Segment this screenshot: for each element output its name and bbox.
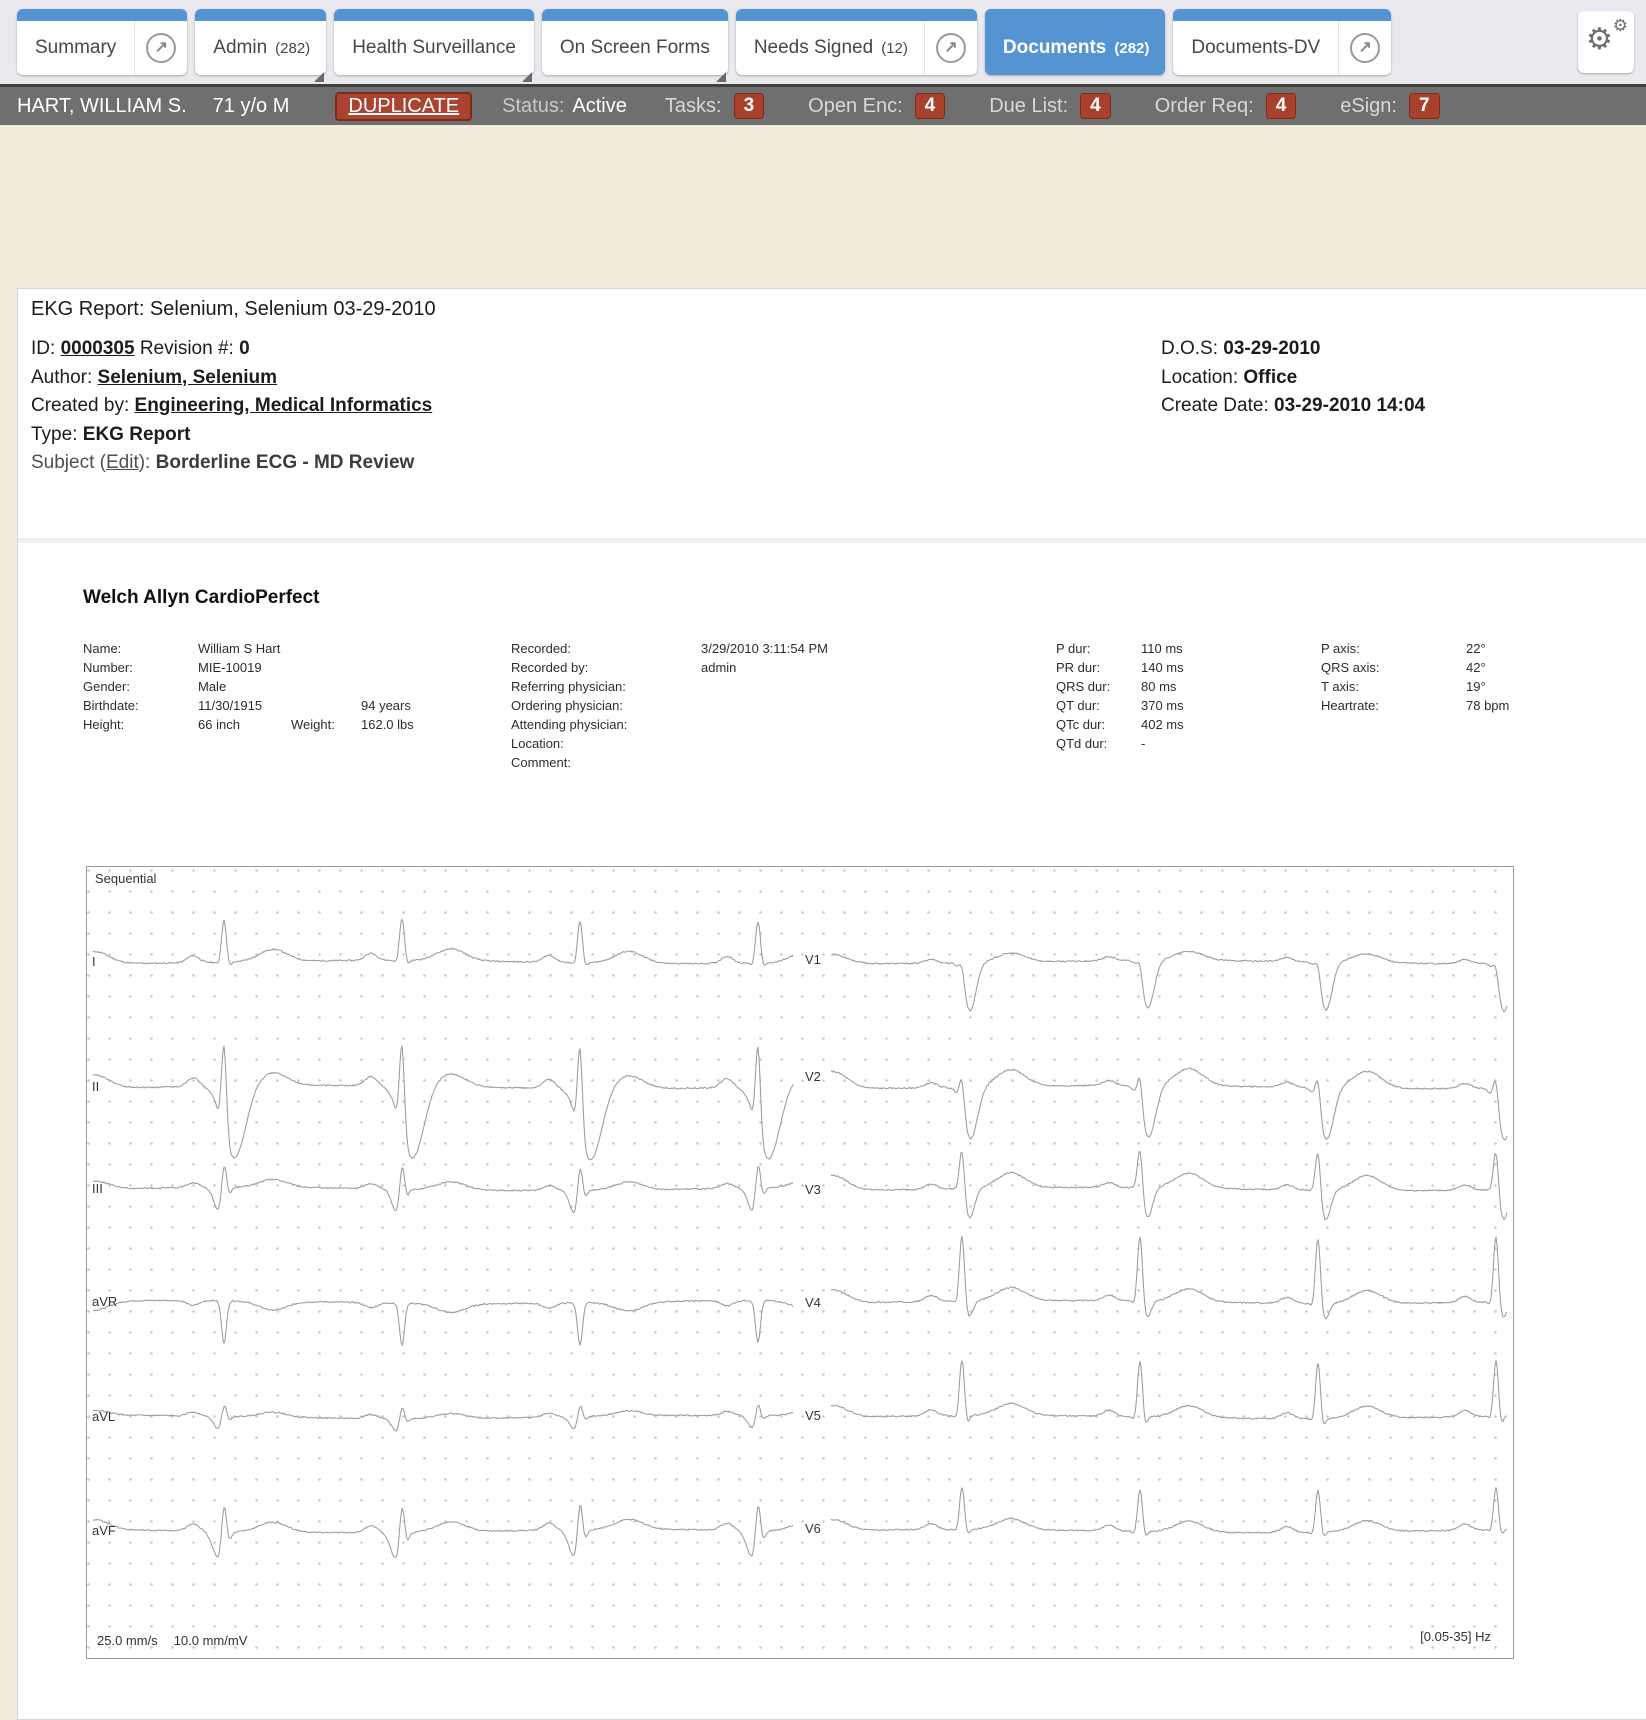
status-label: Status: — [502, 94, 565, 117]
info-row: Name: William S Hart — [83, 641, 281, 656]
patient-name: HART, WILLIAM S. — [17, 94, 187, 117]
esign-count-badge[interactable]: 7 — [1409, 93, 1440, 119]
created-by-label: Created by: — [31, 395, 130, 416]
counter-open-enc — [808, 93, 945, 119]
counter-tasks — [665, 93, 764, 119]
document-meta-right — [1161, 335, 1425, 421]
ecg-speed: 25.0 mm/s — [97, 1633, 158, 1648]
open-in-new-window-button[interactable] — [1338, 21, 1391, 75]
subject-label-suffix: ): — [138, 452, 151, 473]
subject-value: Borderline ECG - MD Review — [155, 452, 415, 473]
location-value: Office — [1243, 366, 1298, 388]
id-line — [31, 335, 432, 364]
counter-label: Order Req: — [1154, 94, 1254, 117]
order-req-count-badge[interactable]: 4 — [1266, 93, 1297, 119]
ecg-lead-label: V5 — [805, 1408, 821, 1423]
subject-edit-link[interactable]: Edit — [105, 452, 139, 473]
subject-label: Subject ( — [31, 452, 106, 473]
tab-admin[interactable] — [195, 9, 326, 75]
author-link[interactable]: Selenium, Selenium — [97, 366, 278, 388]
duplicate-flag-link[interactable]: DUPLICATE — [335, 92, 472, 121]
created-by-link[interactable]: Engineering, Medical Informatics — [134, 395, 433, 416]
info-row: P axis: 22° — [1321, 641, 1486, 656]
info-row: Comment: — [511, 755, 571, 770]
create-date-value: 03-29-2010 14:04 — [1274, 395, 1426, 416]
revision-value: 0 — [239, 338, 250, 359]
info-row: Gender: Male — [83, 679, 227, 694]
due-list-count-badge[interactable]: 4 — [1080, 93, 1111, 119]
dropdown-fold-icon — [716, 72, 726, 82]
tab-summary[interactable] — [17, 9, 187, 75]
counter-label: eSign: — [1340, 94, 1397, 117]
info-row: QT dur: 370 ms — [1056, 698, 1184, 713]
tab-needs-signed-label: Needs Signed — [753, 37, 874, 58]
info-row: QTd dur: - — [1056, 736, 1146, 751]
open-enc-count-badge[interactable]: 4 — [915, 93, 946, 119]
document-id-link[interactable]: 0000305 — [60, 338, 135, 359]
tab-documents-dv[interactable] — [1173, 9, 1391, 75]
id-label: ID: — [31, 338, 56, 359]
patient-counters — [665, 93, 1484, 119]
info-row: P dur: 110 ms — [1056, 641, 1183, 656]
header-separator — [18, 538, 1646, 543]
ecg-gain: 10.0 mm/mV — [173, 1633, 248, 1648]
tab-documents-dv-label: Documents-DV — [1191, 37, 1321, 58]
ecg-lead-label: V6 — [805, 1521, 821, 1536]
counter-due-list — [989, 93, 1111, 119]
tab-health-surveillance-label: Health Surveillance — [352, 37, 516, 58]
tab-admin-count: (282) — [275, 39, 311, 57]
patient-header-bar — [0, 84, 1646, 125]
tasks-count-badge[interactable]: 3 — [734, 93, 765, 119]
report-patient-column — [83, 641, 414, 736]
info-row: T axis: 19° — [1321, 679, 1486, 694]
info-row: QRS axis: 42° — [1321, 660, 1486, 675]
tab-documents-active[interactable] — [985, 9, 1166, 75]
type-line — [31, 421, 432, 450]
ecg-lead-label: III — [92, 1181, 103, 1196]
info-row: Heartrate: 78 bpm — [1321, 698, 1510, 713]
open-in-new-window-button[interactable] — [134, 21, 187, 75]
ecg-lead-label: V1 — [805, 952, 821, 967]
gear-icon: ⚙ — [1612, 16, 1628, 35]
ecg-lead-label: V4 — [805, 1295, 821, 1310]
info-row: Referring physician: — [511, 679, 626, 694]
tab-summary-label: Summary — [35, 37, 117, 58]
arrow-up-right-icon: ↗ — [146, 33, 176, 63]
report-axes-column — [1321, 641, 1509, 717]
subject-line — [31, 449, 432, 478]
ecg-traces — [87, 867, 1513, 1658]
counter-label: Due List: — [989, 94, 1069, 117]
info-row: Recorded by: admin — [511, 660, 737, 675]
settings-button[interactable] — [1578, 11, 1634, 73]
info-row: QRS dur: 80 ms — [1056, 679, 1177, 694]
type-label: Type: — [31, 423, 78, 445]
document-card — [17, 288, 1646, 1720]
revision-label: Revision #: — [139, 338, 234, 359]
report-intervals-column — [1056, 641, 1184, 755]
dos-label: D.O.S: — [1161, 338, 1219, 359]
tab-admin-label: Admin — [213, 37, 268, 58]
ecg-lead-label: aVF — [92, 1523, 116, 1538]
status-value: Active — [572, 94, 627, 117]
ecg-strip-chart — [86, 866, 1514, 1659]
document-meta-left — [31, 335, 432, 478]
ecg-lead-label: aVL — [92, 1409, 116, 1424]
location-label: Location: — [1161, 366, 1239, 388]
create-date-label: Create Date: — [1161, 395, 1269, 416]
info-row: Recorded: 3/29/2010 3:11:54 PM — [511, 641, 828, 656]
info-row: Height: 66 inch Weight: 162.0 lbs — [83, 717, 414, 732]
author-line — [31, 364, 432, 393]
open-in-new-window-button[interactable] — [924, 21, 977, 75]
patient-age-sex: 71 y/o M — [212, 94, 290, 117]
tab-needs-signed-count: (12) — [881, 39, 908, 57]
ecg-filter-label: [0.05-35] Hz — [1420, 1629, 1491, 1644]
tab-on-screen-forms[interactable] — [542, 9, 728, 75]
info-row: Ordering physician: — [511, 698, 623, 713]
tab-bar — [0, 0, 1646, 84]
ecg-lead-label: II — [92, 1079, 100, 1094]
counter-order-req — [1155, 93, 1297, 119]
dos-value: 03-29-2010 — [1223, 338, 1321, 359]
tab-on-screen-forms-label: On Screen Forms — [559, 37, 710, 58]
counter-esign — [1340, 93, 1439, 119]
info-row: PR dur: 140 ms — [1056, 660, 1184, 675]
location-line — [1161, 364, 1425, 393]
tab-documents-label: Documents — [1002, 37, 1107, 58]
info-row: Birthdate: 11/30/1915 94 years — [83, 698, 411, 713]
ecg-lead-label: V3 — [805, 1182, 821, 1197]
info-row: QTc dur: 402 ms — [1056, 717, 1184, 732]
counter-label: Open Enc: — [808, 94, 903, 117]
ecg-lead-label: I — [92, 954, 96, 969]
created-by-line — [31, 392, 432, 421]
info-row: Number: MIE-10019 — [83, 660, 262, 675]
create-date-line — [1161, 392, 1425, 421]
ecg-lead-label: aVR — [92, 1294, 118, 1309]
tab-needs-signed[interactable] — [736, 9, 977, 75]
type-value: EKG Report — [82, 423, 191, 445]
arrow-up-right-icon: ↗ — [1350, 33, 1380, 63]
document-title: EKG Report: Selenium, Selenium 03-29-2010 — [31, 298, 436, 320]
gear-icon: ⚙ — [1586, 23, 1613, 56]
ecg-lead-label: V2 — [805, 1069, 821, 1084]
ecg-mode-label: Sequential — [95, 871, 157, 886]
tab-health-surveillance[interactable] — [334, 9, 534, 75]
counter-label: Tasks: — [664, 94, 722, 117]
info-row: Attending physician: — [511, 717, 628, 732]
tab-documents-count: (282) — [1114, 39, 1150, 57]
info-row: Location: — [511, 736, 564, 751]
dos-line — [1161, 335, 1425, 364]
report-recording-column — [511, 641, 828, 774]
ecg-calibration-label — [97, 1633, 263, 1648]
dropdown-fold-icon — [522, 72, 532, 82]
author-label: Author: — [31, 366, 93, 388]
dropdown-fold-icon — [314, 72, 324, 82]
report-title: Welch Allyn CardioPerfect — [83, 587, 320, 608]
arrow-up-right-icon: ↗ — [936, 33, 966, 63]
